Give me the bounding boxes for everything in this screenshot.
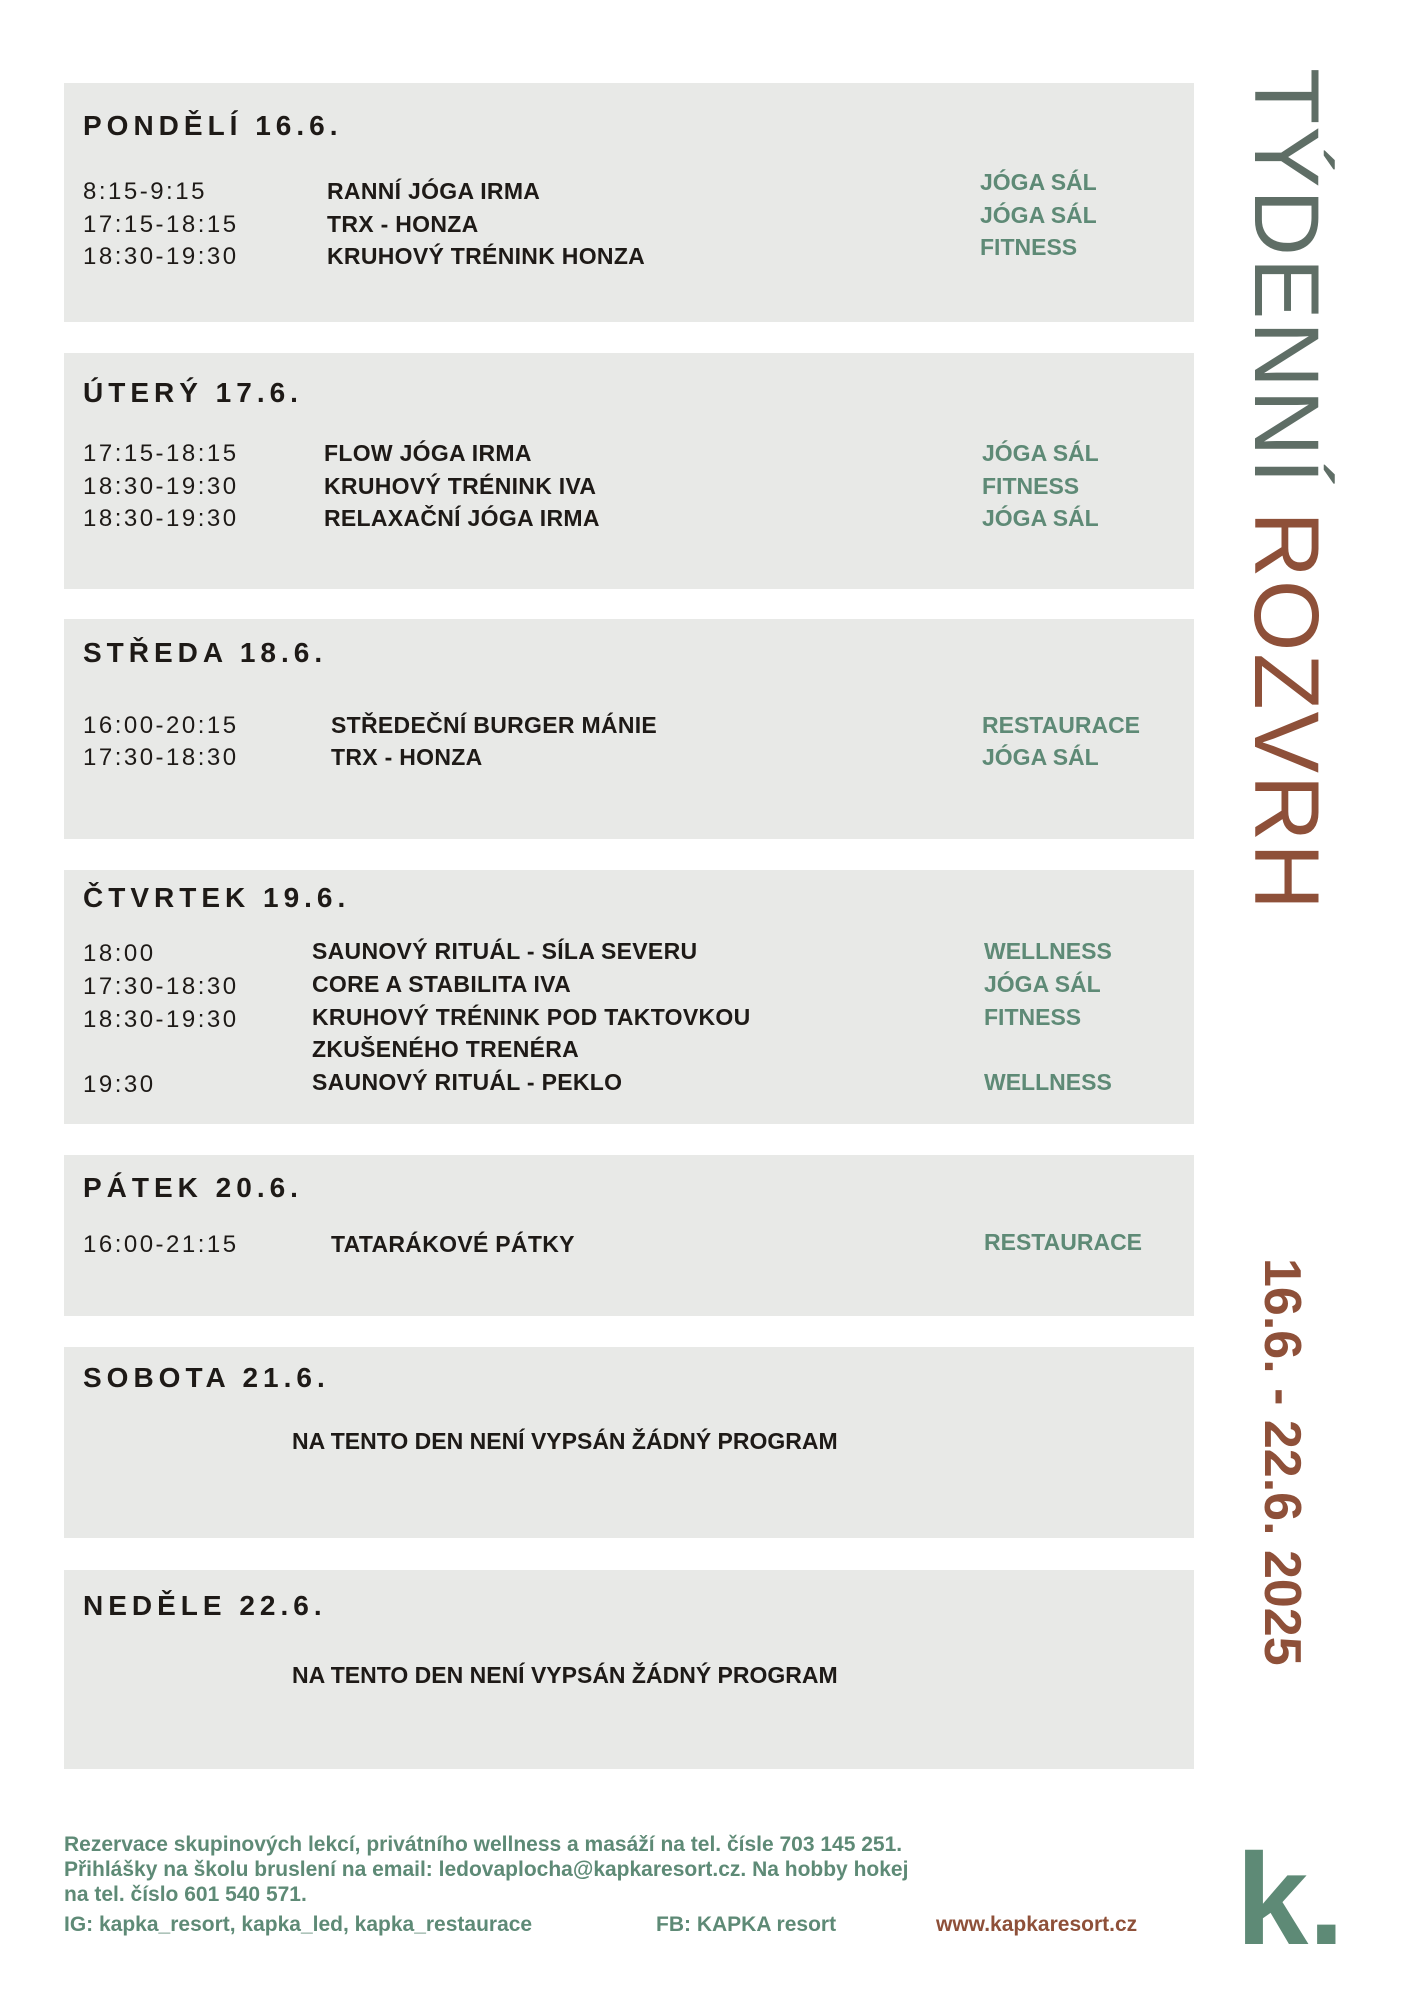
event-activity: RELAXAČNÍ JÓGA IRMA [324,505,600,531]
event-time: 18:30-19:30 [83,473,239,500]
event-time: 19:30 [83,1071,156,1098]
event-time: 18:00 [83,940,156,967]
event-location: RESTAURACE [982,712,1141,738]
event-location: JÓGA SÁL [984,971,1101,997]
day-saturday [64,1347,1194,1538]
event-row [64,744,1194,776]
day-title: ČTVRTEK 19.6. [83,882,351,913]
event-location: FITNESS [982,473,1080,499]
event-location: JÓGA SÁL [980,169,1097,195]
event-row-continuation [64,1036,1194,1068]
event-activity: TRX - HONZA [331,744,483,770]
event-activity: KRUHOVÝ TRÉNINK POD TAKTOVKOU [312,1004,751,1030]
facebook-link[interactable]: FB: KAPKA resort [656,1913,837,1936]
footer-line-2: Přihlášky na školu bruslení na email: ledovaplocha@kapkaresort.cz. Na hobby hokej [64,1858,909,1881]
event-row [64,1231,1194,1263]
event-time: 17:15-18:15 [83,211,239,238]
event-time: 17:30-18:30 [83,973,239,1000]
day-title: NEDĚLE 22.6. [83,1590,327,1621]
footer-info [64,1832,1184,1907]
event-time: 18:30-19:30 [83,505,239,532]
day-thursday [64,870,1194,1124]
day-title: PONDĚLÍ 16.6. [83,110,343,141]
event-location: JÓGA SÁL [982,744,1099,770]
event-row [64,940,1194,972]
event-activity: SAUNOVÝ RITUÁL - SÍLA SEVERU [312,938,698,964]
event-activity-line2: ZKUŠENÉHO TRENÉRA [312,1036,580,1062]
no-program-message: NA TENTO DEN NENÍ VYPSÁN ŽÁDNÝ PROGRAM [292,1428,838,1454]
event-activity: CORE A STABILITA IVA [312,971,571,997]
event-time: 17:30-18:30 [83,744,239,771]
event-time: 18:30-19:30 [83,1006,239,1033]
title-part-1: TÝDENNÍ [1235,68,1337,486]
event-row [64,440,1194,472]
event-time: 16:00-21:15 [83,1231,239,1258]
event-location: JÓGA SÁL [982,440,1099,466]
day-tuesday [64,353,1194,589]
day-monday [64,83,1194,322]
day-title: ÚTERÝ 17.6. [83,377,303,408]
event-row [64,973,1194,1005]
event-row [64,473,1194,505]
event-activity: TRX - HONZA [327,211,479,237]
page-title [1235,68,1337,912]
date-range: 16.6. - 22.6. 2025 [1253,1258,1311,1666]
event-row [64,234,1194,275]
event-activity: FLOW JÓGA IRMA [324,440,532,466]
day-wednesday [64,619,1194,839]
event-row [64,1006,1194,1038]
event-location: JÓGA SÁL [982,505,1099,531]
event-location: WELLNESS [984,938,1112,964]
website-link[interactable]: www.kapkaresort.cz [936,1913,1138,1936]
event-row [64,712,1194,744]
day-friday [64,1155,1194,1316]
event-activity: RANNÍ JÓGA IRMA [327,178,541,204]
day-title: STŘEDA 18.6. [83,637,328,668]
event-time: 8:15-9:15 [83,178,207,205]
event-location: RESTAURACE [984,1229,1143,1255]
event-activity: TATARÁKOVÉ PÁTKY [331,1231,575,1257]
event-activity: STŘEDEČNÍ BURGER MÁNIE [331,712,658,738]
day-title: PÁTEK 20.6. [83,1172,303,1203]
event-location: FITNESS [980,234,1078,260]
kapka-logo: k. [1236,1826,1345,1972]
event-location: JÓGA SÁL [980,202,1097,228]
event-activity: KRUHOVÝ TRÉNINK IVA [324,473,597,499]
title-part-2: ROZVRH [1235,511,1337,912]
event-activity: SAUNOVÝ RITUÁL - PEKLO [312,1069,623,1095]
instagram-link[interactable]: IG: kapka_resort, kapka_led, kapka_restaurace [64,1913,533,1936]
event-row [64,505,1194,537]
event-time: 16:00-20:15 [83,712,239,739]
day-title: SOBOTA 21.6. [83,1362,330,1393]
footer-line-3: na tel. číslo 601 540 571. [64,1883,307,1906]
no-program-message: NA TENTO DEN NENÍ VYPSÁN ŽÁDNÝ PROGRAM [292,1662,838,1688]
footer-line-1: Rezervace skupinových lekcí, privátního wellness a masáží na tel. čísle 703 145 251. [64,1833,903,1856]
event-location: FITNESS [984,1004,1082,1030]
event-activity: KRUHOVÝ TRÉNINK HONZA [327,243,646,269]
event-row [64,1071,1194,1103]
event-location: WELLNESS [984,1069,1112,1095]
event-time: 18:30-19:30 [83,243,239,270]
day-sunday [64,1570,1194,1769]
event-time: 17:15-18:15 [83,440,239,467]
